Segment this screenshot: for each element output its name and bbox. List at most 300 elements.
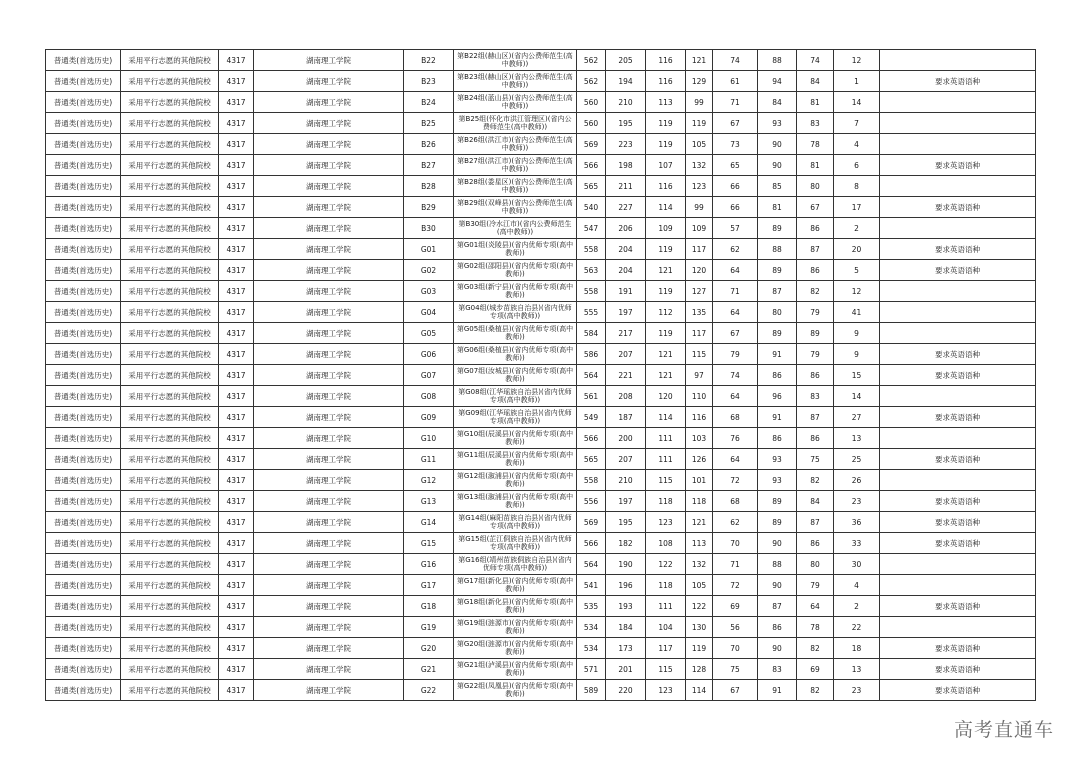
- cell-school-name: 湖南理工学院: [254, 260, 404, 281]
- cell-subject-b: 94: [758, 71, 797, 92]
- cell-math: 122: [646, 554, 686, 575]
- cell-subject-c: 84: [797, 71, 834, 92]
- cell-category: 普通类(首选历史): [46, 218, 121, 239]
- cell-subject-c: 80: [797, 176, 834, 197]
- cell-category: 普通类(首选历史): [46, 134, 121, 155]
- cell-group-name: 第B27组(洪江市)(省内公费师范生(高中教师)): [454, 155, 577, 176]
- cell-english: 117: [686, 239, 713, 260]
- cell-subject-a: 71: [713, 92, 758, 113]
- cell-subject-b: 80: [758, 302, 797, 323]
- cell-english: 105: [686, 575, 713, 596]
- cell-english: 121: [686, 512, 713, 533]
- cell-rank: 2: [834, 218, 880, 239]
- cell-subject-b: 90: [758, 575, 797, 596]
- cell-school-code: 4317: [219, 113, 254, 134]
- cell-school-code: 4317: [219, 323, 254, 344]
- table-row: [46, 659, 1036, 680]
- cell-english: 99: [686, 197, 713, 218]
- cell-min-score: 558: [577, 239, 606, 260]
- cell-batch: 采用平行志愿的其他院校: [121, 617, 219, 638]
- cell-subject-c: 84: [797, 491, 834, 512]
- cell-school-name: 湖南理工学院: [254, 596, 404, 617]
- table-row: [46, 680, 1036, 701]
- cell-school-code: 4317: [219, 596, 254, 617]
- table-row: [46, 617, 1036, 638]
- table-row: [46, 596, 1036, 617]
- cell-remark: [880, 470, 1036, 491]
- cell-chinese: 220: [606, 680, 646, 701]
- table-row: [46, 428, 1036, 449]
- cell-chinese: 210: [606, 470, 646, 491]
- cell-group-code: B25: [404, 113, 454, 134]
- table-row: [46, 218, 1036, 239]
- cell-subject-c: 74: [797, 50, 834, 71]
- cell-english: 114: [686, 680, 713, 701]
- cell-school-code: 4317: [219, 428, 254, 449]
- cell-category: 普通类(首选历史): [46, 365, 121, 386]
- cell-remark: 要求英语语种: [880, 407, 1036, 428]
- cell-rank: 6: [834, 155, 880, 176]
- cell-subject-c: 69: [797, 659, 834, 680]
- cell-math: 115: [646, 659, 686, 680]
- cell-batch: 采用平行志愿的其他院校: [121, 554, 219, 575]
- cell-batch: 采用平行志愿的其他院校: [121, 407, 219, 428]
- cell-category: 普通类(首选历史): [46, 155, 121, 176]
- cell-min-score: 569: [577, 512, 606, 533]
- cell-school-code: 4317: [219, 533, 254, 554]
- table-row: [46, 344, 1036, 365]
- cell-school-code: 4317: [219, 71, 254, 92]
- cell-english: 110: [686, 386, 713, 407]
- cell-min-score: 560: [577, 92, 606, 113]
- cell-min-score: 589: [577, 680, 606, 701]
- table-row: [46, 365, 1036, 386]
- cell-category: 普通类(首选历史): [46, 176, 121, 197]
- cell-chinese: 205: [606, 50, 646, 71]
- cell-category: 普通类(首选历史): [46, 323, 121, 344]
- cell-subject-a: 64: [713, 302, 758, 323]
- cell-batch: 采用平行志愿的其他院校: [121, 470, 219, 491]
- cell-group-name: 第G13组(溆浦县)(省内优师专项(高中教师)): [454, 491, 577, 512]
- table-row: [46, 638, 1036, 659]
- cell-rank: 13: [834, 659, 880, 680]
- cell-math: 119: [646, 239, 686, 260]
- cell-english: 105: [686, 134, 713, 155]
- cell-math: 118: [646, 491, 686, 512]
- cell-remark: 要求英语语种: [880, 512, 1036, 533]
- cell-remark: [880, 218, 1036, 239]
- cell-school-code: 4317: [219, 50, 254, 71]
- cell-category: 普通类(首选历史): [46, 386, 121, 407]
- table-row: [46, 323, 1036, 344]
- cell-school-code: 4317: [219, 281, 254, 302]
- table-row: [46, 281, 1036, 302]
- cell-group-code: G02: [404, 260, 454, 281]
- cell-group-name: 第B26组(洪江市)(省内公费师范生(高中教师)): [454, 134, 577, 155]
- cell-subject-c: 89: [797, 323, 834, 344]
- cell-group-code: G16: [404, 554, 454, 575]
- cell-batch: 采用平行志愿的其他院校: [121, 50, 219, 71]
- cell-group-name: 第G07组(汝城县)(省内优师专项(高中教师)): [454, 365, 577, 386]
- table-row: [46, 575, 1036, 596]
- cell-batch: 采用平行志愿的其他院校: [121, 428, 219, 449]
- cell-math: 118: [646, 575, 686, 596]
- cell-chinese: 206: [606, 218, 646, 239]
- cell-group-code: G06: [404, 344, 454, 365]
- cell-chinese: 204: [606, 239, 646, 260]
- cell-math: 116: [646, 50, 686, 71]
- cell-group-name: 第G09组(江华瑶族自治县)(省内优师专项(高中教师)): [454, 407, 577, 428]
- cell-category: 普通类(首选历史): [46, 92, 121, 113]
- cell-group-name: 第G15组(芷江侗族自治县)(省内优师专项(高中教师)): [454, 533, 577, 554]
- cell-school-code: 4317: [219, 491, 254, 512]
- cell-school-name: 湖南理工学院: [254, 512, 404, 533]
- cell-english: 115: [686, 344, 713, 365]
- cell-category: 普通类(首选历史): [46, 239, 121, 260]
- cell-subject-a: 79: [713, 344, 758, 365]
- cell-subject-b: 83: [758, 659, 797, 680]
- cell-subject-a: 73: [713, 134, 758, 155]
- cell-group-code: G05: [404, 323, 454, 344]
- cell-school-name: 湖南理工学院: [254, 428, 404, 449]
- cell-remark: [880, 281, 1036, 302]
- cell-remark: 要求英语语种: [880, 365, 1036, 386]
- cell-school-code: 4317: [219, 638, 254, 659]
- cell-rank: 23: [834, 680, 880, 701]
- cell-subject-c: 79: [797, 575, 834, 596]
- cell-subject-c: 82: [797, 470, 834, 491]
- cell-school-name: 湖南理工学院: [254, 449, 404, 470]
- cell-subject-a: 68: [713, 407, 758, 428]
- cell-group-code: B30: [404, 218, 454, 239]
- cell-category: 普通类(首选历史): [46, 638, 121, 659]
- cell-subject-a: 74: [713, 365, 758, 386]
- cell-subject-c: 81: [797, 92, 834, 113]
- cell-english: 103: [686, 428, 713, 449]
- cell-subject-b: 91: [758, 680, 797, 701]
- cell-group-name: 第B25组(怀化市洪江管理区)(省内公费师范生(高中教师)): [454, 113, 577, 134]
- cell-remark: [880, 617, 1036, 638]
- cell-group-name: 第B28组(娄星区)(省内公费师范生(高中教师)): [454, 176, 577, 197]
- cell-min-score: 555: [577, 302, 606, 323]
- table-row: [46, 386, 1036, 407]
- cell-school-name: 湖南理工学院: [254, 638, 404, 659]
- cell-math: 114: [646, 197, 686, 218]
- cell-chinese: 200: [606, 428, 646, 449]
- cell-school-code: 4317: [219, 134, 254, 155]
- cell-chinese: 195: [606, 113, 646, 134]
- cell-chinese: 227: [606, 197, 646, 218]
- cell-english: 121: [686, 50, 713, 71]
- cell-subject-c: 83: [797, 386, 834, 407]
- cell-math: 113: [646, 92, 686, 113]
- cell-min-score: 565: [577, 176, 606, 197]
- cell-group-name: 第G11组(辰溪县)(省内优师专项(高中教师)): [454, 449, 577, 470]
- cell-school-name: 湖南理工学院: [254, 50, 404, 71]
- cell-school-code: 4317: [219, 617, 254, 638]
- cell-subject-b: 93: [758, 449, 797, 470]
- cell-chinese: 182: [606, 533, 646, 554]
- cell-category: 普通类(首选历史): [46, 512, 121, 533]
- cell-category: 普通类(首选历史): [46, 659, 121, 680]
- cell-english: 122: [686, 596, 713, 617]
- table-row: [46, 113, 1036, 134]
- cell-math: 117: [646, 638, 686, 659]
- cell-group-name: 第G03组(新宁县)(省内优师专项(高中教师)): [454, 281, 577, 302]
- cell-school-name: 湖南理工学院: [254, 323, 404, 344]
- cell-category: 普通类(首选历史): [46, 407, 121, 428]
- cell-subject-b: 90: [758, 533, 797, 554]
- cell-min-score: 564: [577, 365, 606, 386]
- cell-subject-a: 67: [713, 680, 758, 701]
- cell-group-code: G11: [404, 449, 454, 470]
- cell-category: 普通类(首选历史): [46, 260, 121, 281]
- cell-chinese: 193: [606, 596, 646, 617]
- cell-math: 107: [646, 155, 686, 176]
- cell-rank: 14: [834, 92, 880, 113]
- cell-subject-c: 87: [797, 407, 834, 428]
- cell-english: 99: [686, 92, 713, 113]
- cell-subject-c: 87: [797, 239, 834, 260]
- cell-subject-b: 89: [758, 491, 797, 512]
- cell-math: 121: [646, 260, 686, 281]
- cell-school-name: 湖南理工学院: [254, 365, 404, 386]
- cell-batch: 采用平行志愿的其他院校: [121, 218, 219, 239]
- cell-group-code: G10: [404, 428, 454, 449]
- cell-remark: 要求英语语种: [880, 638, 1036, 659]
- cell-subject-c: 79: [797, 344, 834, 365]
- cell-subject-a: 64: [713, 260, 758, 281]
- cell-batch: 采用平行志愿的其他院校: [121, 533, 219, 554]
- cell-group-code: G01: [404, 239, 454, 260]
- cell-batch: 采用平行志愿的其他院校: [121, 260, 219, 281]
- cell-category: 普通类(首选历史): [46, 449, 121, 470]
- cell-rank: 33: [834, 533, 880, 554]
- cell-remark: [880, 92, 1036, 113]
- table-row: [46, 155, 1036, 176]
- cell-english: 130: [686, 617, 713, 638]
- cell-school-code: 4317: [219, 470, 254, 491]
- cell-batch: 采用平行志愿的其他院校: [121, 491, 219, 512]
- table-row: [46, 134, 1036, 155]
- cell-subject-c: 86: [797, 533, 834, 554]
- cell-min-score: 564: [577, 554, 606, 575]
- cell-chinese: 197: [606, 302, 646, 323]
- cell-group-code: G14: [404, 512, 454, 533]
- cell-group-code: G15: [404, 533, 454, 554]
- cell-group-name: 第G14组(麻阳苗族自治县)(省内优师专项(高中教师)): [454, 512, 577, 533]
- cell-school-name: 湖南理工学院: [254, 491, 404, 512]
- cell-english: 128: [686, 659, 713, 680]
- cell-batch: 采用平行志愿的其他院校: [121, 323, 219, 344]
- cell-rank: 17: [834, 197, 880, 218]
- cell-english: 120: [686, 260, 713, 281]
- cell-subject-c: 86: [797, 260, 834, 281]
- cell-remark: 要求英语语种: [880, 155, 1036, 176]
- cell-subject-b: 88: [758, 50, 797, 71]
- cell-subject-a: 65: [713, 155, 758, 176]
- cell-batch: 采用平行志愿的其他院校: [121, 71, 219, 92]
- cell-subject-a: 75: [713, 659, 758, 680]
- cell-category: 普通类(首选历史): [46, 428, 121, 449]
- cell-group-name: 第G19组(涟源市)(省内优师专项(高中教师)): [454, 617, 577, 638]
- cell-subject-b: 87: [758, 281, 797, 302]
- cell-category: 普通类(首选历史): [46, 533, 121, 554]
- cell-subject-c: 67: [797, 197, 834, 218]
- cell-min-score: 534: [577, 617, 606, 638]
- cell-group-code: G22: [404, 680, 454, 701]
- cell-batch: 采用平行志愿的其他院校: [121, 155, 219, 176]
- cell-group-code: B26: [404, 134, 454, 155]
- admission-table-body: [46, 50, 1036, 701]
- cell-subject-b: 90: [758, 155, 797, 176]
- cell-english: 117: [686, 323, 713, 344]
- cell-remark: [880, 113, 1036, 134]
- cell-english: 132: [686, 554, 713, 575]
- cell-subject-b: 93: [758, 113, 797, 134]
- cell-chinese: 195: [606, 512, 646, 533]
- cell-school-name: 湖南理工学院: [254, 386, 404, 407]
- cell-category: 普通类(首选历史): [46, 554, 121, 575]
- cell-batch: 采用平行志愿的其他院校: [121, 596, 219, 617]
- cell-school-code: 4317: [219, 365, 254, 386]
- cell-min-score: 560: [577, 113, 606, 134]
- cell-group-name: 第G08组(江华瑶族自治县)(省内优师专项(高中教师)): [454, 386, 577, 407]
- cell-min-score: 558: [577, 281, 606, 302]
- cell-subject-a: 67: [713, 113, 758, 134]
- cell-subject-b: 86: [758, 365, 797, 386]
- cell-remark: 要求英语语种: [880, 449, 1036, 470]
- cell-chinese: 211: [606, 176, 646, 197]
- cell-math: 108: [646, 533, 686, 554]
- cell-group-code: B29: [404, 197, 454, 218]
- cell-chinese: 196: [606, 575, 646, 596]
- cell-school-name: 湖南理工学院: [254, 680, 404, 701]
- cell-rank: 36: [834, 512, 880, 533]
- cell-rank: 41: [834, 302, 880, 323]
- cell-school-code: 4317: [219, 155, 254, 176]
- table-row: [46, 197, 1036, 218]
- cell-subject-b: 96: [758, 386, 797, 407]
- cell-math: 121: [646, 365, 686, 386]
- cell-remark: 要求英语语种: [880, 491, 1036, 512]
- table-row: [46, 302, 1036, 323]
- cell-rank: 9: [834, 344, 880, 365]
- table-row: [46, 176, 1036, 197]
- cell-rank: 18: [834, 638, 880, 659]
- cell-english: 116: [686, 407, 713, 428]
- cell-subject-c: 64: [797, 596, 834, 617]
- cell-school-name: 湖南理工学院: [254, 71, 404, 92]
- cell-subject-a: 72: [713, 575, 758, 596]
- cell-subject-a: 64: [713, 449, 758, 470]
- cell-group-code: G19: [404, 617, 454, 638]
- table-row: [46, 92, 1036, 113]
- cell-batch: 采用平行志愿的其他院校: [121, 197, 219, 218]
- cell-math: 123: [646, 512, 686, 533]
- cell-group-name: 第G16组(靖州苗族侗族自治县)(省内优师专项(高中教师)): [454, 554, 577, 575]
- cell-school-name: 湖南理工学院: [254, 155, 404, 176]
- cell-subject-c: 78: [797, 134, 834, 155]
- cell-group-code: G17: [404, 575, 454, 596]
- cell-school-name: 湖南理工学院: [254, 113, 404, 134]
- cell-min-score: 584: [577, 323, 606, 344]
- cell-min-score: 563: [577, 260, 606, 281]
- cell-rank: 12: [834, 281, 880, 302]
- cell-remark: [880, 575, 1036, 596]
- cell-school-name: 湖南理工学院: [254, 281, 404, 302]
- cell-remark: 要求英语语种: [880, 344, 1036, 365]
- cell-category: 普通类(首选历史): [46, 470, 121, 491]
- cell-group-name: 第G04组(城步苗族自治县)(省内优师专项(高中教师)): [454, 302, 577, 323]
- cell-subject-b: 89: [758, 512, 797, 533]
- cell-min-score: 566: [577, 155, 606, 176]
- cell-chinese: 198: [606, 155, 646, 176]
- cell-category: 普通类(首选历史): [46, 491, 121, 512]
- cell-subject-a: 76: [713, 428, 758, 449]
- cell-chinese: 208: [606, 386, 646, 407]
- cell-subject-b: 89: [758, 218, 797, 239]
- cell-school-code: 4317: [219, 575, 254, 596]
- cell-batch: 采用平行志愿的其他院校: [121, 344, 219, 365]
- cell-subject-a: 56: [713, 617, 758, 638]
- cell-min-score: 540: [577, 197, 606, 218]
- cell-chinese: 217: [606, 323, 646, 344]
- cell-rank: 13: [834, 428, 880, 449]
- cell-school-name: 湖南理工学院: [254, 134, 404, 155]
- cell-min-score: 562: [577, 71, 606, 92]
- cell-chinese: 221: [606, 365, 646, 386]
- cell-min-score: 561: [577, 386, 606, 407]
- cell-school-name: 湖南理工学院: [254, 239, 404, 260]
- cell-group-name: 第G06组(桑植县)(省内优师专项(高中教师)): [454, 344, 577, 365]
- watermark-text: 高考直通车: [953, 719, 1054, 741]
- cell-batch: 采用平行志愿的其他院校: [121, 134, 219, 155]
- table-row: [46, 71, 1036, 92]
- cell-school-code: 4317: [219, 407, 254, 428]
- cell-subject-c: 82: [797, 638, 834, 659]
- cell-subject-c: 82: [797, 680, 834, 701]
- cell-subject-b: 81: [758, 197, 797, 218]
- cell-subject-a: 66: [713, 197, 758, 218]
- cell-english: 132: [686, 155, 713, 176]
- cell-math: 121: [646, 344, 686, 365]
- cell-subject-b: 84: [758, 92, 797, 113]
- cell-english: 101: [686, 470, 713, 491]
- cell-subject-b: 86: [758, 428, 797, 449]
- cell-group-code: B23: [404, 71, 454, 92]
- cell-category: 普通类(首选历史): [46, 50, 121, 71]
- cell-subject-b: 89: [758, 260, 797, 281]
- cell-school-code: 4317: [219, 218, 254, 239]
- admission-table: [45, 49, 1036, 701]
- table-row: [46, 554, 1036, 575]
- cell-chinese: 204: [606, 260, 646, 281]
- cell-rank: 1: [834, 71, 880, 92]
- cell-category: 普通类(首选历史): [46, 617, 121, 638]
- cell-english: 113: [686, 533, 713, 554]
- cell-batch: 采用平行志愿的其他院校: [121, 92, 219, 113]
- cell-group-name: 第G12组(溆浦县)(省内优师专项(高中教师)): [454, 470, 577, 491]
- cell-batch: 采用平行志愿的其他院校: [121, 575, 219, 596]
- cell-min-score: 558: [577, 470, 606, 491]
- cell-rank: 5: [834, 260, 880, 281]
- cell-remark: 要求英语语种: [880, 533, 1036, 554]
- cell-chinese: 223: [606, 134, 646, 155]
- cell-subject-a: 57: [713, 218, 758, 239]
- cell-subject-c: 86: [797, 218, 834, 239]
- cell-school-name: 湖南理工学院: [254, 92, 404, 113]
